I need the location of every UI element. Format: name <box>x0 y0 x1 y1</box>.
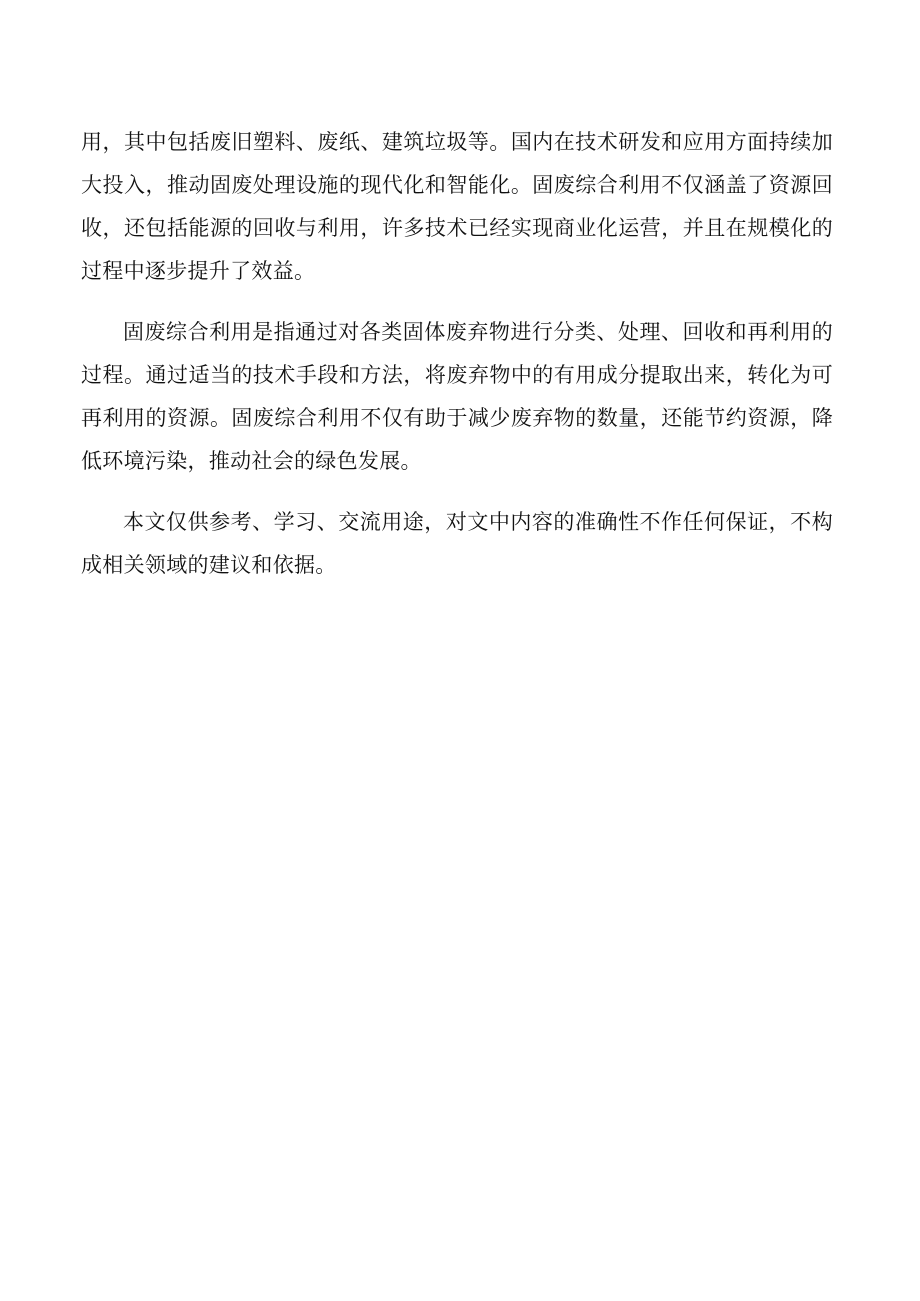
paragraph-definition: 固废综合利用是指通过对各类固体废弃物进行分类、处理、回收和再利用的过程。通过适当的技术手段和方法，将废弃物中的有用成分提取出来，转化为可再利用的资源。固废综合利用不仅有助于减少废弃物的数量，还能节约资源，降低环境污染，推动社会的绿色发展。 <box>81 320 833 473</box>
document-body <box>81 121 833 605</box>
paragraph-disclaimer: 本文仅供参考、学习、交流用途，对文中内容的准确性不作任何保证，不构成相关领域的建议和依据。 <box>81 510 833 577</box>
paragraph-continuation: 用，其中包括废旧塑料、废纸、建筑垃圾等。国内在技术研发和应用方面持续加大投入，推动固废处理设施的现代化和智能化。固废综合利用不仅涵盖了资源回收，还包括能源的回收与利用，许多技术已经实现商业化运营，并且在规模化的过程中逐步提升了效益。 <box>81 130 833 283</box>
